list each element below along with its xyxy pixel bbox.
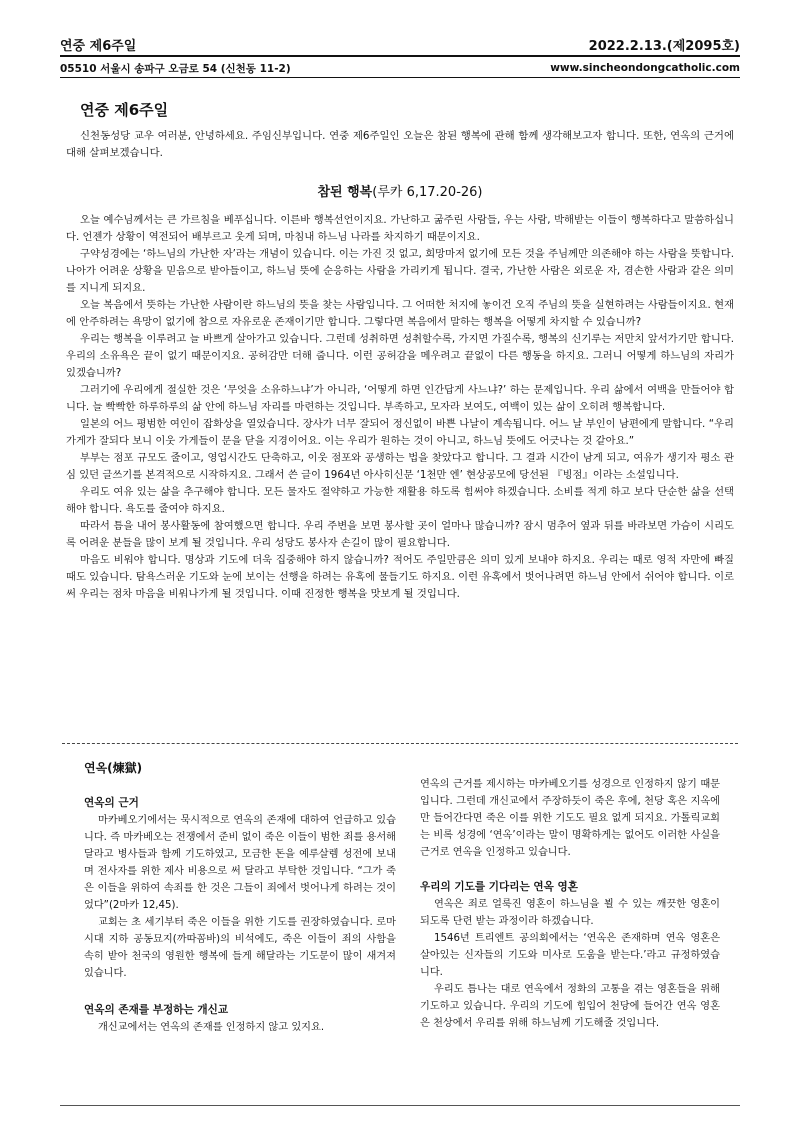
section-title-text: 참된 행복 [317, 185, 373, 200]
header-sub [60, 59, 740, 77]
header-subrule [60, 77, 740, 78]
purgatory-paragraph: 1546년 트리엔트 공의회에서는 ‘연옥은 존재하며 연옥 영혼은 살아있는 신자들의 기도와 미사로 도움을 받는다.’라고 규정하였습니다. [420, 933, 720, 978]
homily-body [66, 212, 734, 603]
section-scripture-ref: (루카 6,17.20-26) [372, 185, 483, 200]
purgatory-left-column [84, 760, 396, 1036]
header-left-title: 연중 제6주일 [60, 38, 137, 54]
homily-paragraph: 따라서 틈을 내어 봉사활동에 참여했으면 합니다. 우리 주변을 보면 봉사할 곳이 얼마나 많습니까? 잠시 멈추어 옆과 뒤를 바라보면 가슴이 시리도록 어려운 분들을 많이 보게 될 것입니다. 우리 성당도 봉사자 손길이 많이 필요합니다. [66, 520, 734, 549]
purgatory-paragraph: 개신교에서는 연옥의 존재를 인정하지 않고 있지요. [98, 1022, 325, 1033]
homily-paragraph: 오늘 예수님께서는 큰 가르침을 베푸십니다. 이른바 행복선언이지요. 가난하고 굶주린 사람들, 우는 사람, 박해받는 이들이 행복하다고 말씀하십니다. 언젠가 상황이 역전되어 배부르고 웃게 되며, 마침내 하느님 나라를 차지하기 때문이지요. [66, 214, 734, 243]
footer-rule [60, 1105, 740, 1106]
homily-paragraph: 부부는 점포 규모도 줄이고, 영업시간도 단축하고, 이웃 점포와 공생하는 법을 찾았다고 합니다. 그 결과 시간이 남게 되고, 여유가 생기자 평소 관심 있던 글쓰기를 본격적으로 시작하지요. 그래서 쓴 글이 1964년 아사히신문 ‘1천만 엔’ 현상공모에 당선된 『빙점』이라는 소설입니다. [66, 452, 734, 481]
page-title: 연중 제6주일 [80, 101, 169, 119]
homily-paragraph: 일본의 어느 평범한 여인이 잡화상을 열었습니다. 장사가 너무 잘되어 정신없이 바쁜 나날이 계속됩니다. 어느 날 부인이 남편에게 말합니다. “우리 가게가 잘되다 보니 이웃 가게들이 문을 닫을 지경이어요. 이는 우리가 원하는 것이 아니고, 하느님 뜻에도 어긋나는 것 같아요.” [66, 418, 734, 447]
purgatory-paragraph-continued: 연옥의 근거를 제시하는 마카베오기를 성경으로 인정하지 않기 때문입니다. 그런데 개신교에서 주장하듯이 죽은 후에, 천당 혹은 지옥에만 들어간다면 죽은 이를 위한 기도도 필요 없게 되지요. 가톨릭교회는 비록 성경에 ‘연옥’이라는 말이 명확하게는 없어도 이러한 사실을 근거로 연옥을 인정하고 있습니다. [420, 779, 720, 858]
homily-paragraph: 마음도 비워야 합니다. 명상과 기도에 더욱 집중해야 하지 않습니까? 적어도 주일만큼은 의미 있게 보내야 하지요. 우리는 때로 영적 자만에 빠질 때도 있습니다. 탐욕스러운 기도와 눈에 보이는 선행을 하려는 유혹에 물들기도 하지요. 이런 유혹에서 벗어나려면 하느님 안에서 쉬어야 합니다. 이로써 우리는 점차 마음을 비워나가게 될 것입니다. 이때 진정한 행복을 맛보게 될 것입니다. [66, 554, 734, 600]
purgatory-right-column [420, 776, 720, 1032]
subsection-title: 연옥의 존재를 부정하는 개신교 [84, 1004, 229, 1016]
intro-paragraph: 신천동성당 교우 여러분, 안녕하세요. 주임신부입니다. 연중 제6주일인 오늘은 참된 행복에 관해 함께 생각해보고자 합니다. 또한, 연옥의 근거에 대해 살펴보겠습니다. [66, 130, 734, 159]
homily-paragraph: 우리는 행복을 이루려고 늘 바쁘게 살아가고 있습니다. 그런데 성취하면 성취할수록, 가지면 가질수록, 행복의 신기루는 저만치 앞서가기만 합니다. 우리의 소유욕은 끝이 없기 때문이지요. 공허감만 더해 줍니다. 이런 공허감을 메우려고 끝없이 다른 행동을 하지요. 그러니 어떻게 하느님의 자리가 있겠습니까? [66, 333, 734, 379]
purgatory-paragraph: 연옥은 죄로 얼룩진 영혼이 하느님을 뵐 수 있는 깨끗한 영혼이 되도록 단련 받는 과정이라 하겠습니다. [420, 899, 720, 927]
homily-paragraph: 오늘 복음에서 뜻하는 가난한 사람이란 하느님의 뜻을 찾는 사람입니다. 그 어떠한 처지에 놓이건 오직 주님의 뜻을 실현하려는 사람들이지요. 현재에 안주하려는 욕망이 없기에 참으로 자유로운 존재이기만 합니다. 그렇다면 복음에서 말하는 행복을 어떻게 차지할 수 있습니까? [66, 299, 734, 328]
header-website-link[interactable]: www.sincheondongcatholic.com [550, 62, 740, 74]
purgatory-paragraph: 우리도 틈나는 대로 연옥에서 정화의 고통을 겪는 영혼들을 위해 기도하고 있습니다. 우리의 기도에 힘입어 천당에 들어간 연옥 영혼은 천상에서 우리를 위해 하느님께 기도해줄 것입니다. [420, 984, 720, 1029]
header-top [60, 34, 740, 54]
header-rule [60, 55, 740, 57]
header-address: 05510 서울시 송파구 오금로 54 (신천동 11-2) [60, 62, 291, 75]
homily-paragraph: 우리도 여유 있는 삶을 추구해야 합니다. 모든 물자도 절약하고 가능한 재활용 하도록 힘써야 하겠습니다. 소비를 적게 하고 보다 단순한 삶을 선택해야 합니다. 욕도를 줄여야 하지요. [66, 486, 734, 515]
section-title [0, 181, 800, 200]
header-date: 2022.2.13.(제2095호) [588, 38, 740, 54]
homily-paragraph: 구약성경에는 ‘하느님의 가난한 자’라는 개념이 있습니다. 이는 가진 것 없고, 희망마저 없기에 모든 것을 주님께만 의존해야 하는 사람을 뜻합니다. 나아가 어려운 상황을 믿음으로 받아들이고, 하느님 뜻에 순응하는 사람을 가리키게 됩니다. 결국, 가난한 사람은 외로운 자, 겸손한 사람과 같은 의미를 지니게 되지요. [66, 248, 734, 294]
purgatory-paragraph: 마카베오기에서는 묵시적으로 연옥의 존재에 대하여 언급하고 있습니다. 즉 마카베오는 전쟁에서 준비 없이 죽은 이들이 범한 죄를 용서해달라고 병사들과 함께 기도하였고, 모금한 돈을 예루살렘 성전에 보내며 전사자를 위한 제사 비용으로 써 달라고 부탁한 것입니다. “그가 죽은 이들을 위하여 속죄를 한 것은 그들이 죄에서 벗어나게 하려는 것이었다”(2마카 12,45). [84, 815, 396, 911]
subsection-title: 연옥의 근거 [84, 797, 139, 809]
subsection-title: 우리의 기도를 기다리는 연옥 영혼 [420, 881, 579, 893]
homily-paragraph: 그러기에 우리에게 절실한 것은 ‘무엇을 소유하느냐’가 아니라, ‘어떻게 하면 인간답게 사느냐?’ 하는 문제입니다. 우리 삶에서 여백을 만들어야 합니다. 늘 빡빡한 하루하루의 삶 안에 하느님 자리를 마련하는 것입니다. 부족하고, 모자라 보여도, 여백이 있는 삶이 오히려 행복합니다. [66, 384, 734, 413]
section-divider [62, 743, 738, 744]
purgatory-paragraph: 교회는 초 세기부터 죽은 이들을 위한 기도를 권장하였습니다. 로마 시대 지하 공동묘지(까따꼼바)의 비석에도, 죽은 이들이 죄의 사함을 속히 받아 천국의 영원한 행복에 들게 해달라는 기도문이 많이 새겨져 있습니다. [84, 917, 396, 979]
purgatory-heading: 연옥(煉獄) [84, 761, 143, 775]
